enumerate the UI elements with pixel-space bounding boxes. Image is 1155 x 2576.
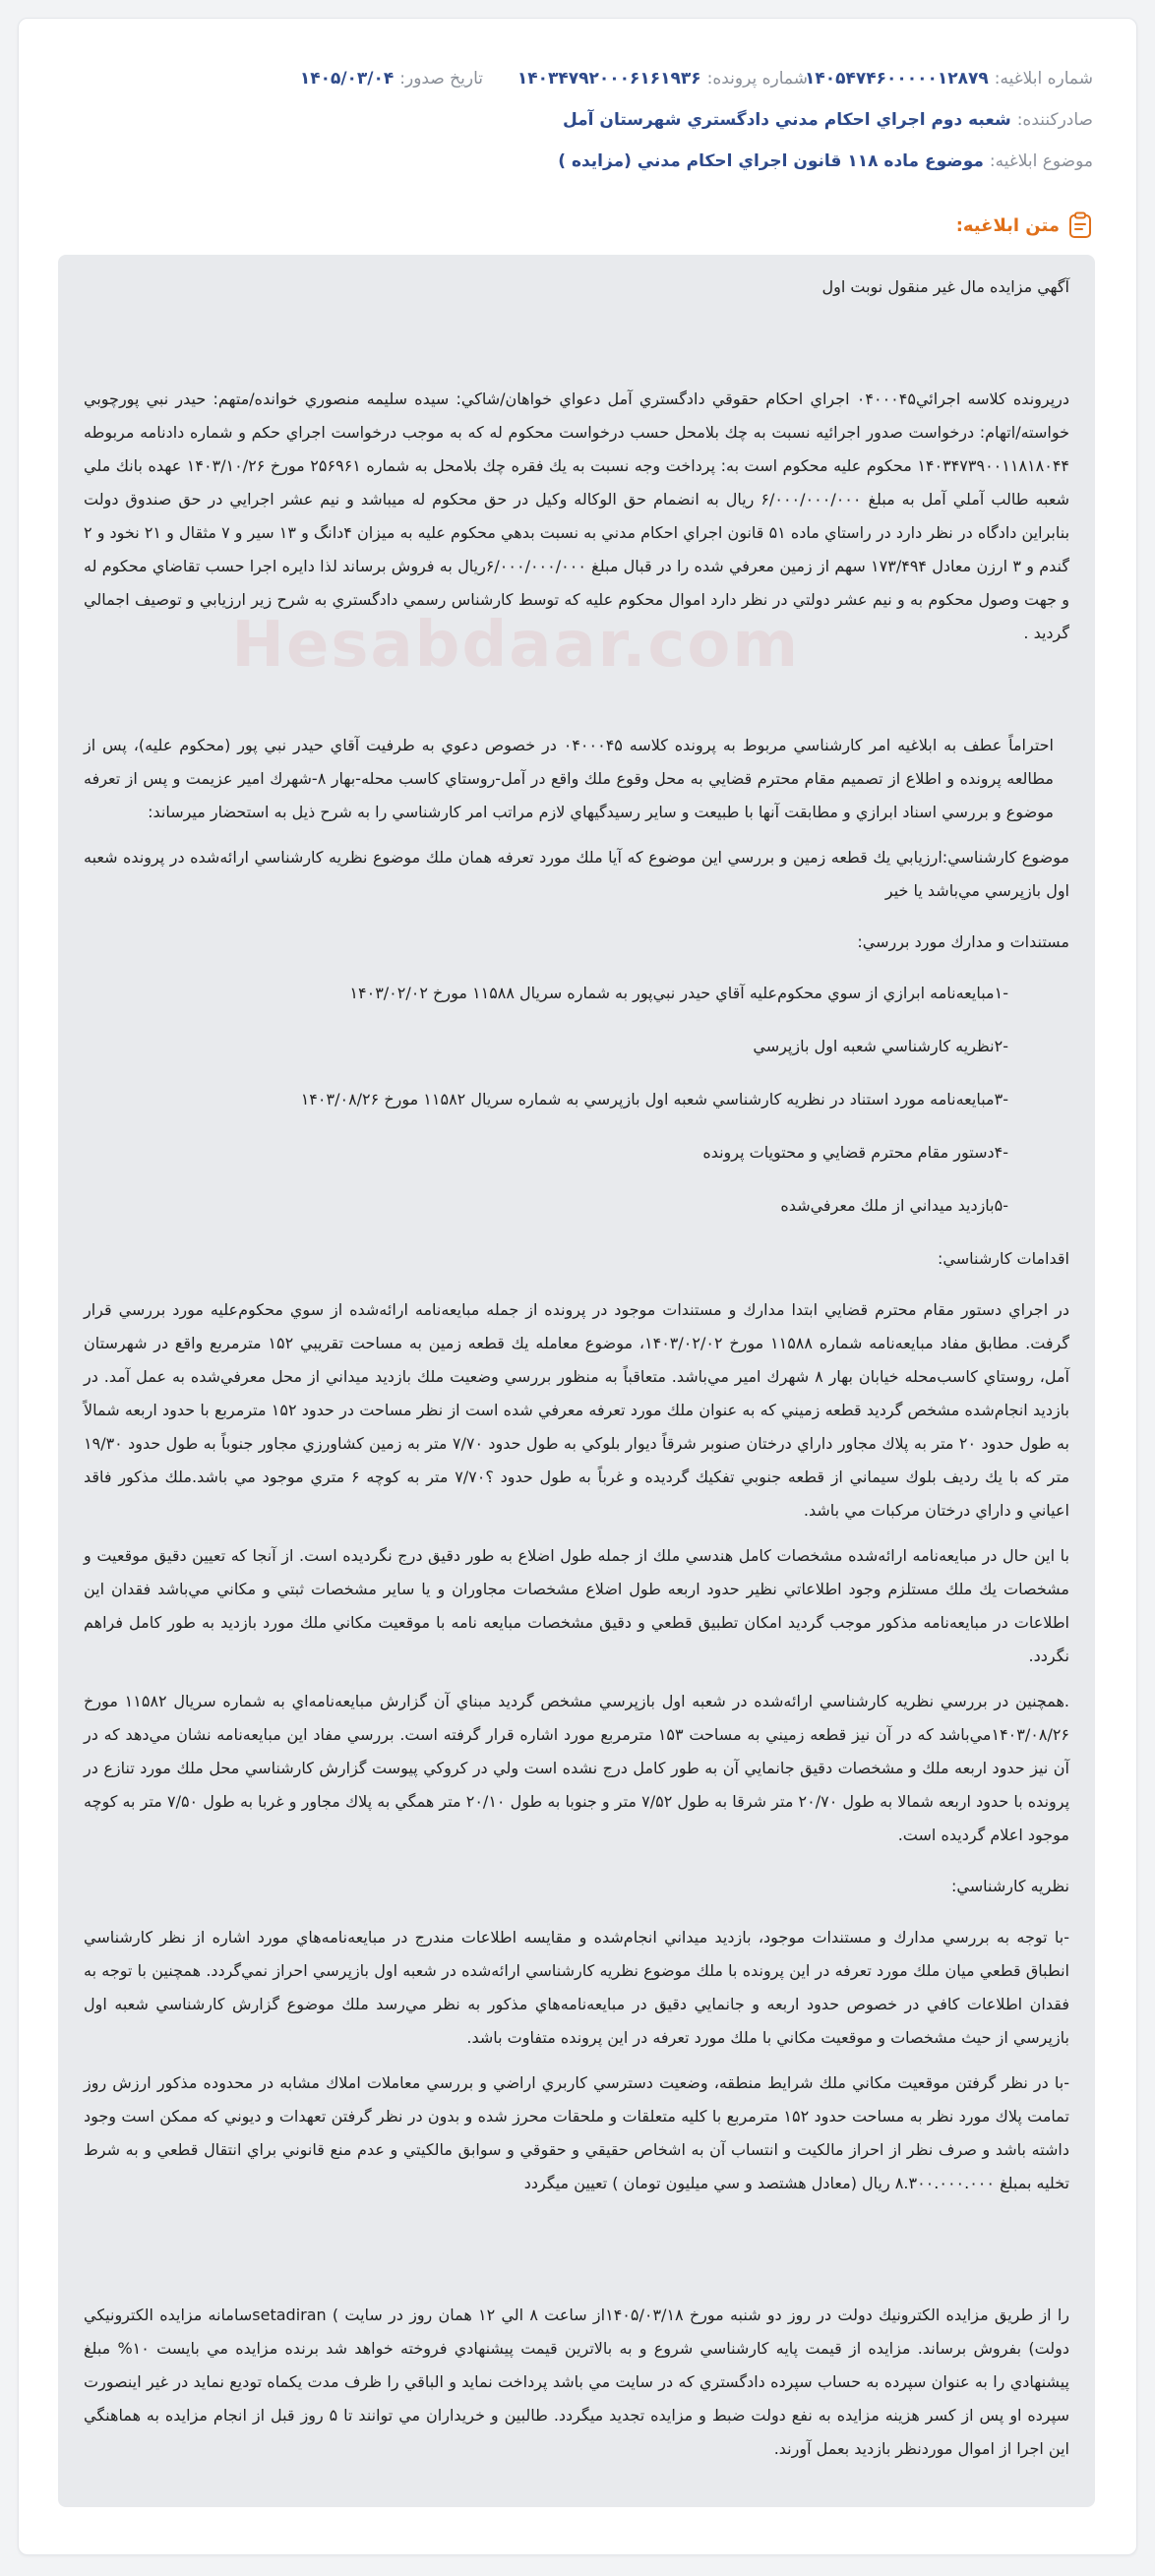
- body-paragraph-3: موضوع كارشناسي:ارزيابي يك قطعه زمين و بررسي اين موضوع كه آيا ملك مورد تعرفه همان ملك موضوع نظريه كارشناسي ارائه‌شده در پرونده شعبه اول بازپرسي مي‌باشد يا خير: [84, 848, 1069, 900]
- body-paragraph-4: در اجراي دستور مقام محترم قضايي ابتدا مدارك و مستندات موجود در پرونده از جمله مبايعه‌نامه ارائه‌شده از سوي محكوم‌عليه مورد بررسي قرار گرفت. مطابق مفاد مبايعه‌نامه شماره ۱۱۵۸۸ مورخ ۱۴۰۳/۰۲/۰۲، موضوع معامله يك قطعه زمين به مساحت تقريبي ۱۵۲ مترمربع واقع در شهرستان آمل، روستاي كاسب‌محله خيابان بهار ۸ شهرك امير مي‌باشد. متعاقباً به منظور بررسي وضعيت ملك بازديد ميداني از محل معرفي‌شده به عمل آمد. در بازديد انجام‌شده مشخص گرديد قطعه زميني كه به عنوان ملك مورد تعرفه معرفي شده است از نظر مساحت در حدود ۱۵۲ مترمربع با حدود اربعه شمالاً به طول حدود ۲۰ متر به پلاك مجاور داراي درختان صنوبر شرقاً ديوار بلوكي به طول حدود ۷/۷۰ متر به زمين كشاورزي مجاور جنوباً به طول حدود ۱۹/۳۰ متر كه با يك رديف بلوك سيماني از قطعه جنوبي تفكيك گرديده و غرباً به طول حدود ؟۷/۷۰ متر به كوچه ۶ متري موجود مي باشد.ملك مذكور فاقد اعياني و داراي درختان مركبات مي باشد.: [84, 1300, 1070, 1520]
- issue-date-value: ۱۴۰۵/۰۳/۰۴: [299, 69, 395, 89]
- issue-date: [198, 69, 483, 89]
- body-paragraph-2: احتراماً عطف به ابلاغيه امر كارشناسي مربوط به پرونده كلاسه ۰۴۰۰۰۴۵ در خصوص دعوي به طرفيت آقاي حيدر نبي پور (محكوم عليه)، پس از مطالعه پرونده و اطلاع از تصميم مقام محترم قضايي به محل وقوع ملك واقع در آمل-روستاي كاسب محله-بهار ۸-شهرك امير عزيمت و پس از تعرفه موضوع و بررسي اسناد ابرازي و مطابقت آنها با طبيعت و ساير رسيدگيهاي لازم مراتب امر كارشناسي را به شرح ذيل به استحضار ميرساند:: [84, 736, 1055, 821]
- body-paragraph-8: -با در نظر گرفتن موقعيت مكاني ملك شرايط منطقه، وضعيت دسترسي كاربري اراضي و بررسي معاملات املاك مشابه در محدوده مذكور ارزش روز تمامت پلاك مورد نظر به مساحت حدود ۱۵۲ مترمربع با كليه متعلقات و ملحقات محرز شده و بدون در نظر گرفتن تعهدات و ديوني كه ممكن است وجود داشته باشد و صرف نظر از احراز مالكيت و انتساب آن به اشخاص حقيقي و حقوقي و سوابق مالكيتي و عدم منع قانوني براي انتقال قطعي و به شرط تخليه بمبلغ ۸.۳۰۰.۰۰۰.۰۰۰ ريال (معادل هشتصد و سي ميليون تومان ) تعيين ميگردد: [84, 2073, 1070, 2192]
- body-paragraph-7: -با توجه به بررسي مدارك و مستندات موجود، بازديد ميداني انجام‌شده و مقايسه اطلاعات مندرج در مبايعه‌نامه‌هاي مورد اشاره از نظر كارشناسي انطباق قطعي ميان ملك مورد تعرفه در اين پرونده با ملك موضوع نظريه كارشناسي ارائه‌شده در شعبه اول بازپرسي احراز نمي‌گردد. همچنين با توجه به فقدان اطلاعات كافي در خصوص حدود اربعه و جانمايي دقيق در مبايعه‌نامه‌هاي مذكور به نظر مي‌رسد ملك موضوع گزارش كارشناسي شعبه اول بازپرسي از حيث مشخصات و موقعيت مكاني با ملك مورد تعرفه در اين پرونده متفاوت باشد.: [84, 1928, 1069, 2047]
- notice-meta: [62, 58, 1093, 182]
- document-icon: [1067, 211, 1093, 239]
- meta-row-issuer: [62, 99, 1093, 141]
- notice-number-label: شماره ابلاغيه:: [994, 69, 1093, 89]
- actions-title: اقدامات كارشناسي:: [938, 1249, 1069, 1268]
- watermark: Hesabdaar.com: [231, 609, 800, 682]
- body-paragraph-1: درپرونده كلاسه اجرائي۰۴۰۰۰۴۵ اجراي احكام حقوقي دادگستري آمل دعواي خواهان/شاكي: سيده سليمه منصوري خوانده/متهم: حيدر نبي پورچوبي خواسته/اتهام: درخواست صدور اجرائيه نسبت به چك بلامحل حسب درخواست محكوم له كه به موجب درخواست اجراي حكم و شماره دادنامه مربوطه ۱۴۰۳۴۷۳۹۰۰۱۱۸۱۸۰۴۴ محكوم عليه محكوم است به: پرداخت وجه نسبت به يك فقره چك بلامحل به شماره ۲۵۶۹۶۱ مورخ ۱۴۰۳/۱۰/۲۶ عهده بانك ملي شعبه طالب آملي آمل به مبلغ ۶/۰۰۰/۰۰۰/۰۰۰ ريال به انضمام حق الوكاله وكيل در حق محكوم له ميباشد و نيم عشر اجرايي در حق صندوق دولت بنابراين دادگاه در نظر دارد در راستاي ماده ۵۱ قانون اجراي احكام مدني به نسبت بدهي محكوم عليه به ميزان ۴دانگ و ۱۳ سير و ۷ مثقال و ۲۱ نخود و ۲ گندم و ۳ ارزن معادل ۱۷۳/۴۹۴ سهم از زمين معرفي شده را در قبال مبلغ ۶/۰۰۰/۰۰۰/۰۰۰ريال به فروش برساند لذا دايره اجرا حسب تقاضاي محكوم له و جهت وصول محكوم به و نيم عشر دولتي در نظر دارد اموال محكوم عليه كه توسط كارشناس رسمي دادگستري به شرح زير ارزيابي و توصيف اجمالي گرديد .: [84, 389, 1070, 642]
- body-paragraph-9: را از طريق مزايده الكترونيك دولت در روز دو شنبه مورخ ۱۴۰۵/۰۳/۱۸از ساعت ۸ الي ۱۲ همان روز در سايت ) setadiranسامانه مزايده الكترونيكي دولت) بفروش برساند. مزايده از قيمت پايه كارشناسي شروع و به بالاترين قيمت پيشنهادي فروخته خواهد شد برنده مزايده مي بايست ۱۰% مبلغ پيشنهادي را به عنوان سپرده به حساب سپرده دادگستري كه در سايت مي باشد پرداخت نمايد و الباقي را ظرف مدت يكماه توديع نمايد در غير اينصورت سپرده او پس از كسر هزينه مزايده به نفع دولت ضبط و مزايده تجديد ميگردد. طالبين و خريداران مي توانند تا ۵ روز قبل از انجام مزايده به هماهنگي اين اجرا از اموال موردنظر بازديد بعمل آورند.: [84, 2306, 1070, 2458]
- body-paragraph-5: با اين حال در مبايعه‌نامه ارائه‌شده مشخصات كامل هندسي ملك از جمله طول اضلاع به طور دقيق درج نگرديده است. از آنجا كه تعيين دقيق موقعيت و مشخصات يك ملك مستلزم وجود اطلاعاتي نظير حدود اربعه طول اضلاع مشخصات مجاوران و يا ساير مشخصات ثبتي و مكاني مي‌باشد فقدان اين اطلاعات در مبايعه‌نامه مذكور موجب گرديد امكان تطبيق قطعي و دقيق مشخصات مبايعه نامه با موقعيت مكاني ملك مورد بازديد به طور كامل فراهم نگردد.: [84, 1546, 1069, 1665]
- notice-body: [58, 255, 1095, 2507]
- list-item: -۳مبايعه‌نامه مورد استناد در نظريه كارشناسي شعبه اول بازپرسي به شماره سريال ۱۱۵۸۲ مورخ ۱۴۰۳/۰۸/۲۶: [300, 1090, 1008, 1108]
- issuer-value: شعبه دوم اجراي احكام مدني دادگستري شهرستان آمل: [562, 110, 1011, 130]
- list-item: -۵بازديد ميداني از ملك معرفي‌شده: [780, 1196, 1008, 1215]
- issue-date-label: تاريخ صدور:: [399, 69, 483, 89]
- notice-text-header: [956, 211, 1093, 239]
- meta-row-subject: [62, 141, 1093, 182]
- docs-title: مستندات و مدارك مورد بررسي:: [857, 932, 1069, 951]
- notice-number-value: ۱۴۰۵۴۷۴۶۰۰۰۰۰۱۲۸۷۹: [804, 69, 989, 89]
- list-item: -۴دستور مقام محترم قضايي و محتويات پرونده: [702, 1143, 1008, 1162]
- case-number: [483, 69, 808, 89]
- subject-label: موضوع ابلاغيه:: [989, 151, 1093, 171]
- subject-value: موضوع ماده ۱۱۸ قانون اجراي احكام مدني (مزايده ): [558, 151, 984, 171]
- list-item: -۲نظريه كارشناسي شعبه اول بازپرسي: [753, 1037, 1008, 1055]
- body-paragraph-6: .همچنين در بررسي نظريه كارشناسي ارائه‌شده در شعبه اول بازپرسي مشخص گرديد مبناي آن گزارش مبايعه‌نامه‌اي به شماره سريال ۱۱۵۸۲ مورخ ۱۴۰۳/۰۸/۲۶مي‌باشد كه در آن نيز قطعه زميني به مساحت ۱۵۳ مترمربع مورد اشاره قرار گرفته است. بررسي مفاد اين مبايعه‌نامه نشان مي‌دهد كه در آن نيز حدود اربعه ملك و مشخصات دقيق جانمايي آن به طور كامل درج نشده است ولي در كروكي پيوست گزارش كارشناسي محل ملك مورد تنازع در پرونده با حدود اربعه شمالا به طول ۲۰/۷۰ متر شرقا به طول ۷/۵۲ متر و جنوبا به طول ۲۰/۱۰ متر همگي به پلاك مجاور و غربا به طول ۷/۵۰ متر به كوچه موجود اعلام گرديده است.: [84, 1692, 1070, 1844]
- case-number-label: شماره پرونده:: [706, 69, 808, 89]
- list-item: -۱مبايعه‌نامه ابرازي از سوي محكوم‌عليه آقاي حيدر نبي‌پور به شماره سريال ۱۱۵۸۸ مورخ ۱۴۰۳/۰۲/۰۲: [349, 984, 1008, 1002]
- notice-number: [804, 69, 1093, 89]
- meta-row-numbers: [62, 58, 1093, 99]
- body-heading: آگهي مزايده مال غير منقول نوبت اول: [821, 277, 1069, 296]
- case-number-value: ۱۴۰۳۴۷۹۲۰۰۰۶۱۶۱۹۳۶: [517, 69, 701, 89]
- notice-card: [18, 18, 1137, 2555]
- docs-list: [84, 977, 1069, 1223]
- opinion-title: نظريه كارشناسي:: [951, 1877, 1069, 1895]
- issuer-label: صادرکننده:: [1016, 110, 1093, 130]
- notice-text-title: متن ابلاغيه:: [955, 214, 1060, 236]
